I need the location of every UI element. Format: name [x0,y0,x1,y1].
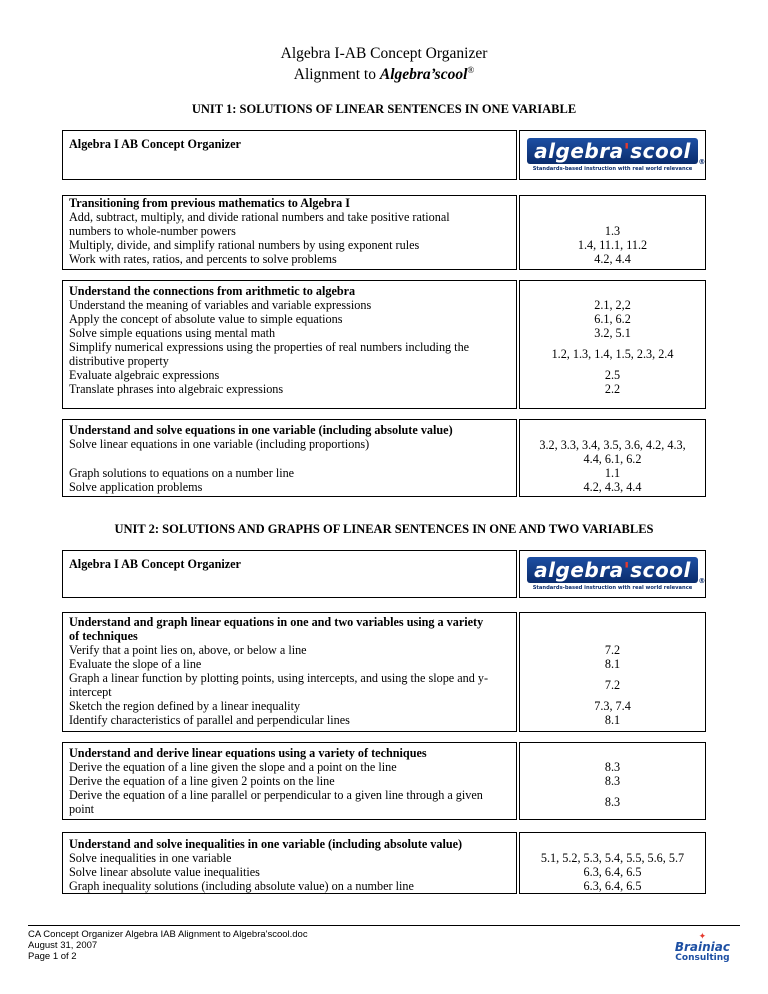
lesson-ref: 1.1 [604,466,621,480]
brainiac-name: Brainiac [674,940,730,954]
section-heading: Understand and graph linear equations in one and two variables using a variety [69,615,484,629]
topic-line: Derive the equation of a line given the slope and a point on the line [69,760,397,774]
unit2-section3-refs [519,832,706,894]
brainiac-logo [675,933,730,963]
topic-line: numbers to whole-number powers [69,224,236,238]
lesson-ref: 4.2, 4.4 [594,252,631,266]
unit2-organizer-header [62,550,517,598]
lesson-ref: 8.3 [604,760,621,774]
topic-line: Sketch the region defined by a linear inequality [69,699,301,713]
unit1-title: UNIT 1: SOLUTIONS OF LINEAR SENTENCES IN ONE VARIABLE [191,102,577,116]
document-subtitle [0,62,768,83]
unit1-section2-topics [62,280,517,409]
topic-line: distributive property [69,354,169,368]
spark-icon: ✦ [698,932,707,942]
organizer-label: Algebra I AB Concept Organizer [69,137,241,151]
lesson-ref: 6.3, 6.4, 6.5 [583,865,642,879]
footer-rule [28,925,740,926]
footer-info [28,929,308,962]
topic-line: Understand the meaning of variables and variable expressions [69,298,372,312]
topic-line: Graph solutions to equations on a number line [69,466,295,480]
topic-line: Identify characteristics of parallel and perpendicular lines [69,713,350,727]
topic-line: point [69,802,95,816]
lesson-ref: 2.1, 2,2 [594,298,631,312]
lesson-ref: 7.2 [604,678,621,692]
topic-line: Translate phrases into algebraic expressions [69,382,284,396]
unit2-section2-refs [519,742,706,820]
section-heading: Understand and derive linear equations using a variety of techniques [69,746,427,760]
lesson-ref: 4.2, 4.3, 4.4 [583,480,642,494]
lesson-ref: 6.3, 6.4, 6.5 [583,879,642,893]
lesson-ref: 1.3 [604,224,621,238]
footer-date: August 31, 2007 [28,940,98,951]
topic-line: Verify that a point lies on, above, or below a line [69,643,307,657]
unit1-section1-topics [62,195,517,270]
topic-line: Add, subtract, multiply, and divide rational numbers and take positive rational [69,210,450,224]
topic-line: Solve linear equations in one variable (including proportions) [69,437,370,451]
unit1-section3-refs [519,419,706,497]
topic-line: Evaluate algebraic expressions [69,368,220,382]
document-title: Algebra I-AB Concept Organizer [280,45,488,62]
unit2-section1-refs [519,612,706,732]
lesson-ref: 8.1 [604,657,621,671]
unit2-title: UNIT 2: SOLUTIONS AND GRAPHS OF LINEAR SENTENCES IN ONE AND TWO VARIABLES [114,522,654,536]
topic-line: Apply the concept of absolute value to simple equations [69,312,343,326]
unit2-section2-topics [62,742,517,820]
topic-line: Derive the equation of a line parallel or perpendicular to a given line through a given [69,788,483,802]
footer-page-number: Page 1 of 2 [28,951,77,962]
brainiac-sub: Consulting [675,953,730,963]
subtitle-brand: Algebra’scool [379,66,468,84]
lesson-ref: 3.2, 5.1 [594,326,631,340]
topic-line: Solve linear absolute value inequalities [69,865,260,879]
section-heading: Understand the connections from arithmetic to algebra [69,284,356,298]
lesson-ref: 5.1, 5.2, 5.3, 5.4, 5.5, 5.6, 5.7 [540,851,685,865]
topic-line: Derive the equation of a line given 2 points on the line [69,774,335,788]
lesson-ref: 7.2 [604,643,621,657]
logo-wordmark: algebra'scool ® [527,557,698,583]
registered-mark: ® [467,65,475,75]
unit1-section2-refs [519,280,706,409]
topic-line: Graph a linear function by plotting points, using intercepts, and using the slope and y- [69,671,489,685]
lesson-ref: 1.2, 1.3, 1.4, 1.5, 2.3, 2.4 [551,347,674,361]
logo-tagline: Standards-based instruction with real world relevance [532,166,693,172]
logo-wordmark: algebra'scool ® [527,138,698,164]
lesson-ref: 8.3 [604,774,621,788]
section-heading: Understand and solve equations in one variable (including absolute value) [69,423,453,437]
logo-tagline: Standards-based instruction with real world relevance [532,585,693,591]
topic-line: Solve inequalities in one variable [69,851,232,865]
lesson-ref: 1.4, 11.1, 11.2 [577,238,648,252]
subtitle-prefix: Alignment to [293,66,380,84]
lesson-ref: 2.2 [604,382,621,396]
organizer-label: Algebra I AB Concept Organizer [69,557,241,571]
topic-line: Solve application problems [69,480,203,494]
lesson-ref: 2.5 [604,368,621,382]
unit2-section1-topics [62,612,517,732]
section-heading: Transitioning from previous mathematics to Algebra I [69,196,350,210]
algebrascool-logo [519,130,706,180]
lesson-ref: 8.3 [604,795,621,809]
lesson-ref: 6.1, 6.2 [594,312,631,326]
topic-line: Work with rates, ratios, and percents to solve problems [69,252,337,266]
lesson-ref: 8.1 [604,713,621,727]
footer-filename: CA Concept Organizer Algebra IAB Alignment to Algebra'scool.doc [28,929,308,940]
unit2-section3-topics [62,832,517,894]
unit1-section3-topics [62,419,517,497]
unit1-section1-refs [519,195,706,270]
topic-line: Graph inequality solutions (including absolute value) on a number line [69,879,414,893]
section-heading: of techniques [69,629,138,643]
topic-line: Simplify numerical expressions using the properties of real numbers including the [69,340,470,354]
lesson-ref: 4.4, 6.1, 6.2 [583,452,642,466]
topic-line: intercept [69,685,112,699]
algebrascool-logo [519,550,706,598]
topic-line: Solve simple equations using mental math [69,326,276,340]
unit1-organizer-header [62,130,517,180]
topic-line: Multiply, divide, and simplify rational numbers by using exponent rules [69,238,420,252]
lesson-ref: 3.2, 3.3, 3.4, 3.5, 3.6, 4.2, 4.3, [539,438,686,452]
section-heading: Understand and solve inequalities in one variable (including absolute value) [69,837,463,851]
topic-line: Evaluate the slope of a line [69,657,202,671]
lesson-ref: 7.3, 7.4 [594,699,631,713]
